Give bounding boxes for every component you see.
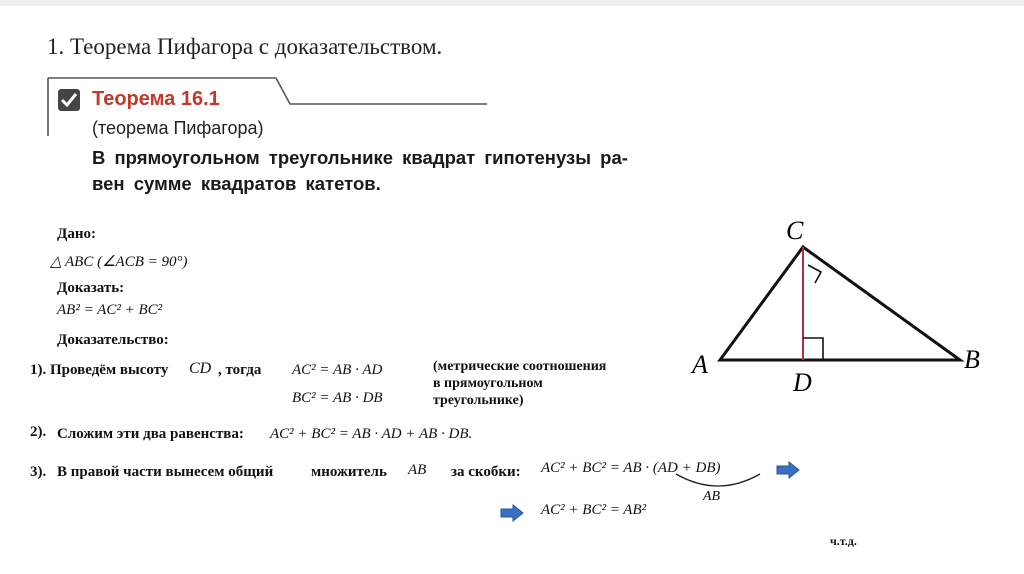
- prove-label: Доказать:: [57, 280, 125, 296]
- step3-result: AC² + BC² = AB²: [541, 502, 647, 518]
- step3-variable: AB: [408, 462, 427, 478]
- step3-text-1: В правой части вынесем общий: [57, 464, 274, 480]
- theorem-line-2: вен сумме квадратов катетов.: [92, 173, 381, 194]
- step2-text: Сложим эти два равенства:: [57, 426, 244, 442]
- step1-note-line-1: (метрические соотношения: [433, 359, 607, 374]
- checkbox-icon: [57, 88, 81, 112]
- vertex-a-label: A: [692, 350, 708, 379]
- right-arrow-icon: [776, 461, 800, 479]
- theorem-line-1: В прямоугольном треугольнике квадрат гипотенузы ра-: [92, 147, 628, 168]
- step2-number: 2).: [30, 424, 47, 440]
- step1-note-line-3: треугольнике): [433, 393, 524, 408]
- top-band: [0, 0, 1024, 6]
- step1-note: [433, 358, 606, 409]
- step3-underbrace-label: AB: [703, 489, 721, 504]
- theorem-subtitle: (теорема Пифагора): [92, 118, 264, 138]
- step1-note-line-2: в прямоугольном: [433, 376, 543, 391]
- proof-label: Доказательство:: [57, 332, 169, 348]
- given-expression: △ ABC (∠ACB = 90°): [50, 254, 188, 270]
- triangle-abc: [720, 247, 960, 360]
- step2-equation: AC² + BC² = AB · AD + AB · DB.: [270, 426, 473, 442]
- step1-equation-2: BC² = AB · DB: [292, 390, 383, 406]
- right-angle-mark-c: [808, 265, 821, 283]
- step1-text: Проведём высоту: [50, 362, 169, 378]
- step3-number: 3).: [30, 464, 47, 480]
- right-arrow-icon: [500, 504, 524, 522]
- step3-text-3: за скобки:: [451, 464, 521, 480]
- qed-mark: ч.т.д.: [830, 534, 857, 548]
- slide-title: 1. Теорема Пифагора с доказательством.: [47, 34, 443, 59]
- step1-then: , тогда: [218, 362, 262, 378]
- step1-variable: CD: [189, 360, 212, 377]
- step3-equation: AC² + BC² = AB · (AD + DB): [541, 460, 721, 476]
- step3-text-2: множитель: [311, 464, 387, 480]
- triangle-diagram: [680, 205, 1000, 405]
- given-label: Дано:: [57, 226, 96, 242]
- step1-equation-1: AC² = AB · AD: [292, 362, 383, 378]
- theorem-title: Теорема 16.1: [92, 88, 220, 110]
- vertex-b-label: B: [964, 345, 980, 374]
- theorem-statement: [92, 145, 628, 197]
- prove-expression: AB² = AC² + BC²: [57, 302, 163, 318]
- right-angle-mark-d: [803, 338, 823, 360]
- step1-number: 1).: [30, 362, 47, 378]
- vertex-c-label: C: [786, 216, 804, 245]
- point-d-label: D: [793, 368, 812, 397]
